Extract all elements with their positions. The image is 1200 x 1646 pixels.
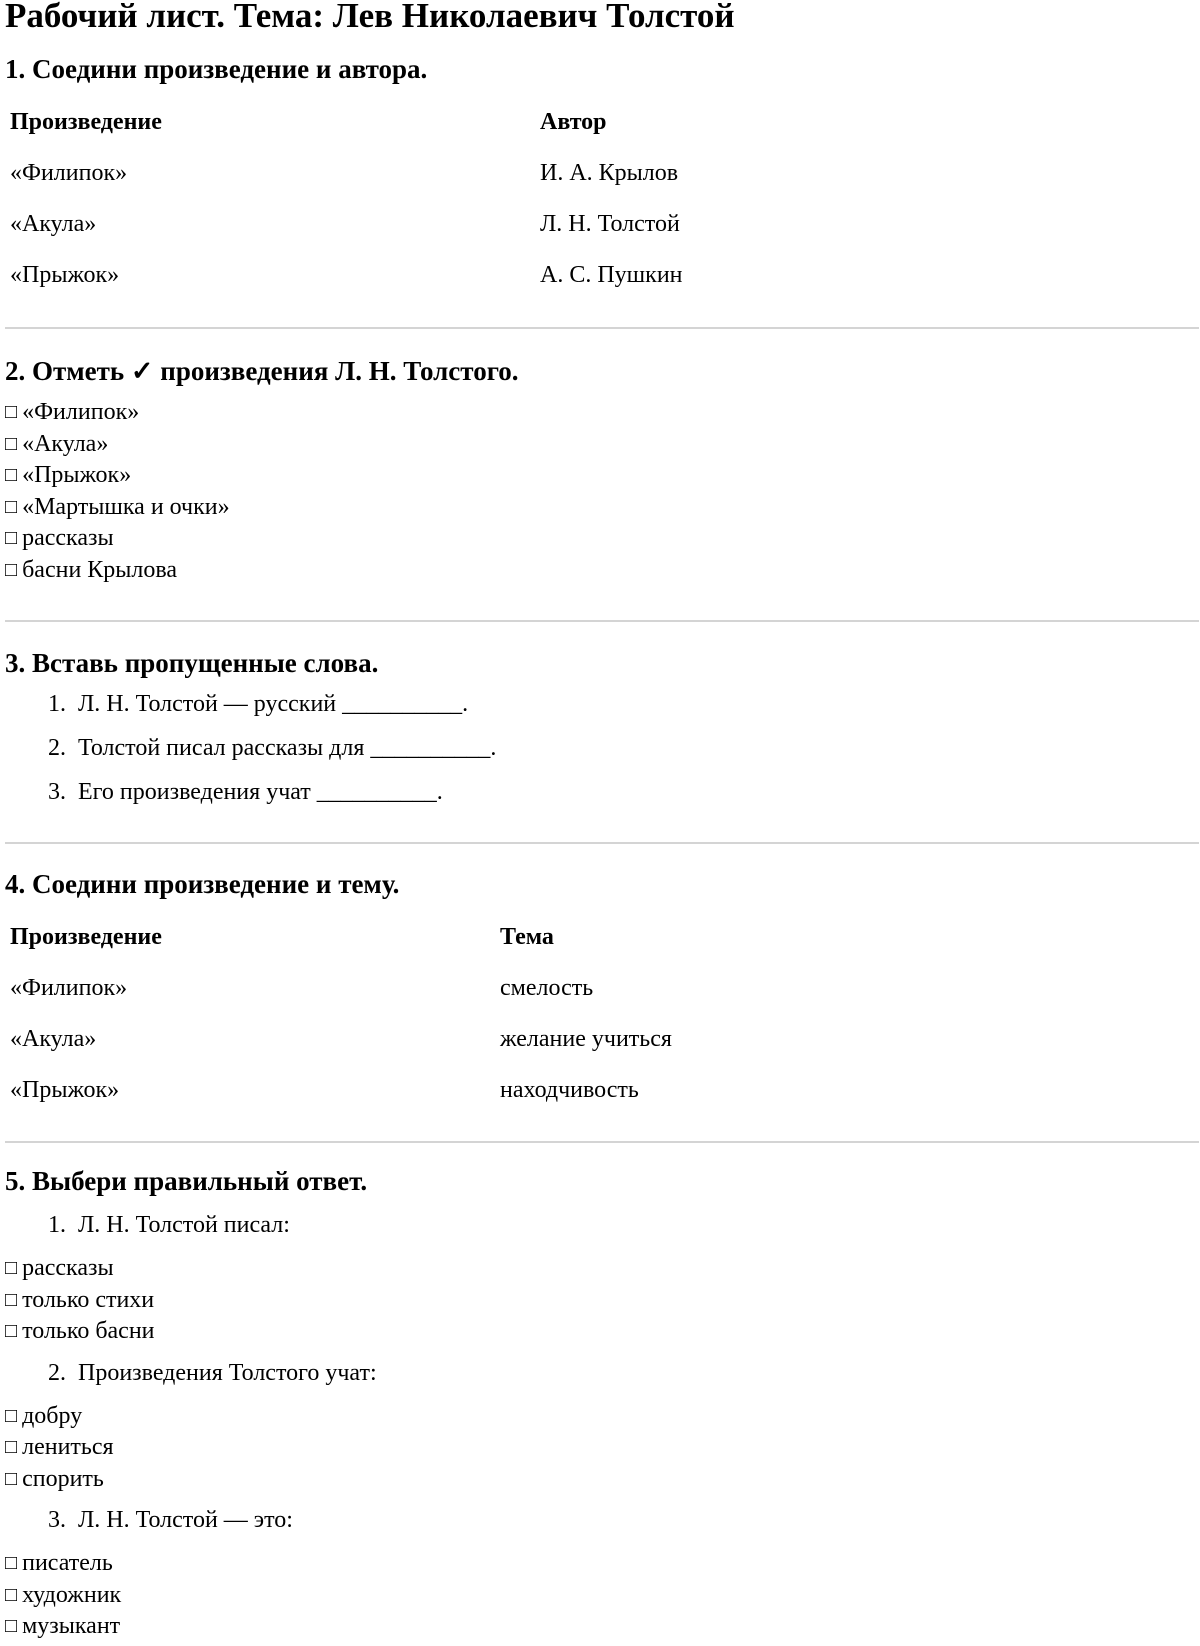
checkbox-icon[interactable]: □ <box>5 1288 18 1311</box>
numbered-list <box>5 689 1195 821</box>
column-header: Тема <box>500 923 554 950</box>
section-heading: 1. Соедини произведение и автора. <box>5 54 428 84</box>
column-header: Произведение <box>10 108 162 135</box>
question-block <box>5 1358 1195 1496</box>
table-row <box>10 249 1195 300</box>
table-row <box>10 147 1195 198</box>
checkbox-option[interactable] <box>5 460 1195 492</box>
item-number: 2. <box>48 735 66 761</box>
option-label: только стихи <box>22 1286 155 1313</box>
checkbox-icon[interactable]: □ <box>5 495 18 518</box>
item-text: Его произведения учат __________. <box>78 779 443 805</box>
match-table <box>10 96 1195 300</box>
option-label: «Мартышка и очки» <box>22 493 230 520</box>
option-label: рассказы <box>22 525 114 551</box>
work-title: «Акула» <box>10 210 97 237</box>
checkbox-icon[interactable]: □ <box>5 558 18 581</box>
section-choose-answer <box>5 1164 1195 1643</box>
checkbox-icon[interactable]: □ <box>5 1583 18 1606</box>
checkbox-icon[interactable]: □ <box>5 432 18 455</box>
theme-text: находчивость <box>500 1076 639 1103</box>
checkbox-option[interactable] <box>5 1611 1195 1643</box>
section-heading: 4. Соедини произведение и тему. <box>5 869 400 899</box>
checkbox-icon[interactable]: □ <box>5 1320 18 1342</box>
table-header-row <box>10 911 1195 962</box>
checkbox-option[interactable] <box>5 1401 1195 1433</box>
section-divider <box>5 327 1199 329</box>
checkbox-icon[interactable]: □ <box>5 1552 18 1574</box>
question-text: Произведения Толстого учат: <box>78 1359 377 1386</box>
checkbox-icon[interactable]: □ <box>5 1257 18 1279</box>
section-heading: 5. Выбери правильный ответ. <box>5 1166 368 1196</box>
checkbox-option[interactable] <box>5 1316 1195 1348</box>
section-mark-works <box>5 354 1195 586</box>
checkbox-option[interactable] <box>5 1432 1195 1464</box>
work-title: «Прыжок» <box>10 261 120 288</box>
item-text: Л. Н. Толстой — русский __________. <box>78 691 469 717</box>
checkbox-option[interactable] <box>5 1285 1195 1317</box>
page-title: Рабочий лист. Тема: Лев Николаевич Толстой <box>5 0 735 35</box>
list-item[interactable] <box>5 689 1195 733</box>
option-label: «Прыжок» <box>22 462 132 488</box>
option-label: только басни <box>22 1318 155 1344</box>
checkbox-icon[interactable]: □ <box>5 1404 18 1427</box>
option-label: рассказы <box>22 1255 114 1281</box>
checkbox-icon[interactable]: □ <box>5 1615 18 1637</box>
work-title: «Акула» <box>10 1025 97 1052</box>
section-divider <box>5 1141 1199 1143</box>
section-match-authors <box>5 52 1195 300</box>
section-match-themes <box>5 867 1195 1115</box>
section-fill-blanks <box>5 646 1195 821</box>
checkbox-icon[interactable]: □ <box>5 1467 18 1490</box>
checkbox-option[interactable] <box>5 555 1195 587</box>
section-divider <box>5 842 1199 844</box>
option-label: художник <box>22 1581 122 1608</box>
checkbox-list <box>5 397 1195 586</box>
work-title: «Филипок» <box>10 974 128 1001</box>
option-label: «Акула» <box>22 430 109 457</box>
question-number: 3. <box>48 1507 66 1533</box>
option-label: «Филипок» <box>22 399 140 425</box>
list-item[interactable] <box>5 733 1195 777</box>
option-label: музыкант <box>22 1613 121 1639</box>
checkbox-icon[interactable]: □ <box>5 527 18 549</box>
list-item[interactable] <box>5 777 1195 821</box>
checkbox-option[interactable] <box>5 429 1195 461</box>
checkbox-option[interactable] <box>5 1548 1195 1580</box>
theme-text: желание учиться <box>500 1025 672 1052</box>
table-row <box>10 1064 1195 1115</box>
checkbox-option[interactable] <box>5 492 1195 524</box>
section-heading: 2. Отметь ✓ произведения Л. Н. Толстого. <box>5 356 519 386</box>
question-block <box>5 1210 1195 1348</box>
checkbox-option[interactable] <box>5 1253 1195 1285</box>
table-row <box>10 962 1195 1013</box>
table-row <box>10 198 1195 249</box>
work-title: «Прыжок» <box>10 1076 120 1103</box>
checkbox-icon[interactable]: □ <box>5 464 18 486</box>
theme-text: смелость <box>500 974 594 1001</box>
item-text: Толстой писал рассказы для __________. <box>78 735 497 761</box>
author-name: Л. Н. Толстой <box>540 210 680 237</box>
section-divider <box>5 620 1199 622</box>
item-number: 3. <box>48 779 66 805</box>
table-header-row <box>10 96 1195 147</box>
checkbox-list <box>5 1401 1195 1496</box>
author-name: И. А. Крылов <box>540 159 679 186</box>
question-block <box>5 1505 1195 1643</box>
question-text: Л. Н. Толстой писал: <box>78 1212 290 1238</box>
checkbox-option[interactable] <box>5 397 1195 429</box>
checkbox-option[interactable] <box>5 1580 1195 1612</box>
table-row <box>10 1013 1195 1064</box>
option-label: спорить <box>22 1465 104 1492</box>
section-heading: 3. Вставь пропущенные слова. <box>5 648 379 678</box>
column-header: Произведение <box>10 923 162 950</box>
option-label: добру <box>22 1402 83 1429</box>
option-label: писатель <box>22 1550 113 1576</box>
checkbox-icon[interactable]: □ <box>5 1436 18 1458</box>
question-text: Л. Н. Толстой — это: <box>78 1507 293 1533</box>
question-number: 2. <box>48 1359 66 1386</box>
column-header: Автор <box>540 108 607 135</box>
question-number: 1. <box>48 1212 66 1238</box>
match-table <box>10 911 1195 1115</box>
checkbox-list <box>5 1253 1195 1348</box>
checkbox-option[interactable] <box>5 523 1195 555</box>
checkbox-icon[interactable]: □ <box>5 401 18 423</box>
item-number: 1. <box>48 691 66 717</box>
question <box>5 1358 1195 1388</box>
checkbox-list <box>5 1548 1195 1643</box>
question <box>5 1210 1195 1240</box>
question <box>5 1505 1195 1535</box>
checkbox-option[interactable] <box>5 1464 1195 1496</box>
option-label: басни Крылова <box>22 556 178 583</box>
work-title: «Филипок» <box>10 159 128 186</box>
option-label: лениться <box>22 1434 114 1460</box>
author-name: А. С. Пушкин <box>540 261 683 288</box>
